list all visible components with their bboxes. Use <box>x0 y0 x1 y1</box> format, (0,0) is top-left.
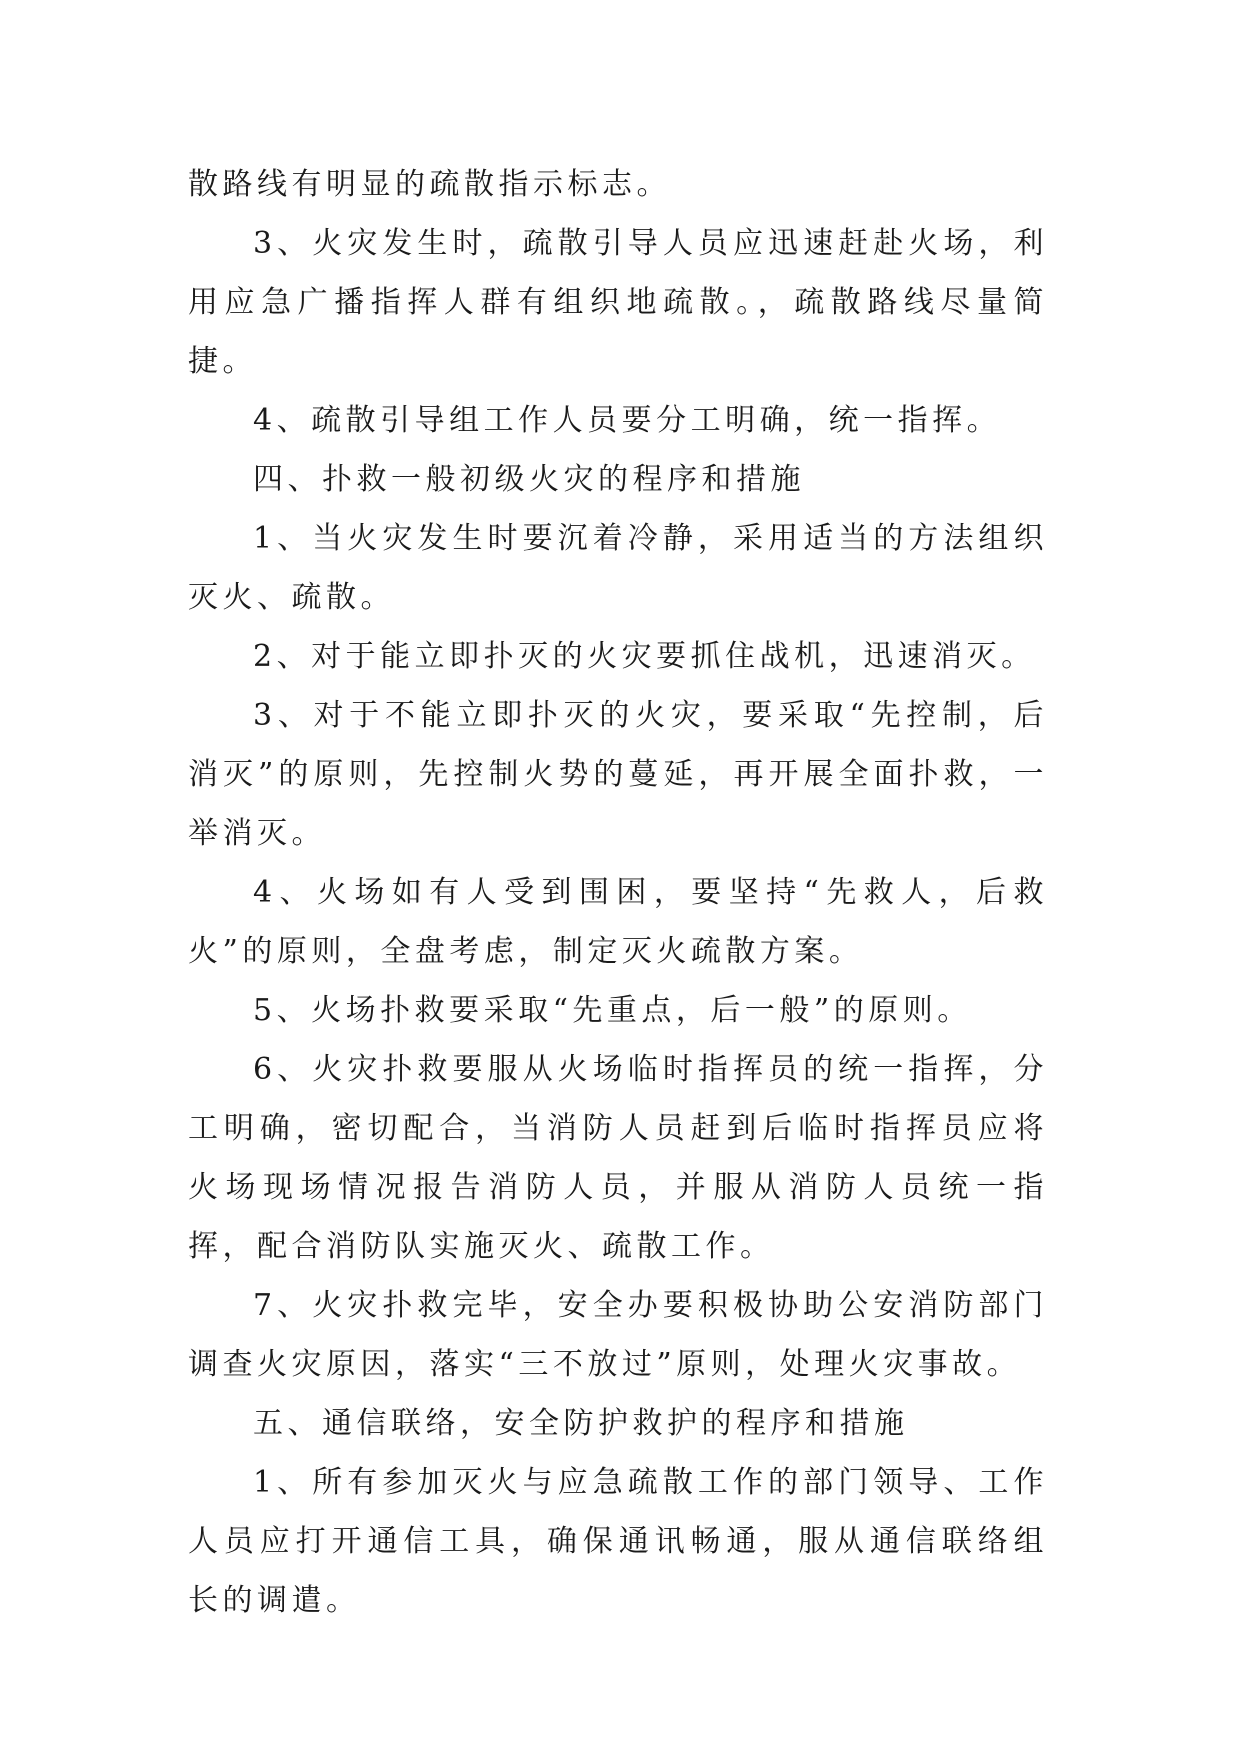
paragraph: 1、所有参加灭火与应急疏散工作的部门领导、工作人员应打开通信工具，确保通讯畅通，服从通信联络组长的调遣。 <box>188 1465 1048 1618</box>
paragraph: 2、对于能立即扑灭的火灾要抓住战机，迅速消灭。 <box>253 639 1036 674</box>
section-heading: 五、通信联络，安全防护救护的程序和措施 <box>253 1406 909 1441</box>
paragraph: 4、疏散引导组工作人员要分工明确，统一指挥。 <box>253 403 1002 438</box>
paragraph: 1、当火灾发生时要沉着冷静，采用适当的方法组织灭火、疏散。 <box>188 521 1048 615</box>
paragraph: 3、对于不能立即扑灭的火灾，要采取“先控制，后消灭”的原则，先控制火势的蔓延，再开展全面扑救，一举消灭。 <box>188 698 1048 851</box>
paragraph: 6、火灾扑救要服从火场临时指挥员的统一指挥，分工明确，密切配合，当消防人员赶到后临时指挥员应将火场现场情况报告消防人员，并服从消防人员统一指挥，配合消防队实施灭火、疏散工作。 <box>188 1052 1048 1264</box>
paragraph: 7、火灾扑救完毕，安全办要积极协助公安消防部门调查火灾原因，落实“三不放过”原则，处理火灾事故。 <box>188 1288 1048 1382</box>
section-heading: 四、扑救一般初级火灾的程序和措施 <box>253 462 805 497</box>
document-body <box>188 155 1048 1630</box>
paragraph: 散路线有明显的疏散指示标志。 <box>188 167 671 202</box>
paragraph: 3、火灾发生时，疏散引导人员应迅速赶赴火场，利用应急广播指挥人群有组织地疏散。，疏散路线尽量简捷。 <box>188 226 1048 379</box>
paragraph: 4、火场如有人受到围困，要坚持“先救人，后救火”的原则，全盘考虑，制定灭火疏散方案。 <box>188 875 1048 969</box>
paragraph: 5、火场扑救要采取“先重点，后一般”的原则。 <box>253 993 972 1028</box>
